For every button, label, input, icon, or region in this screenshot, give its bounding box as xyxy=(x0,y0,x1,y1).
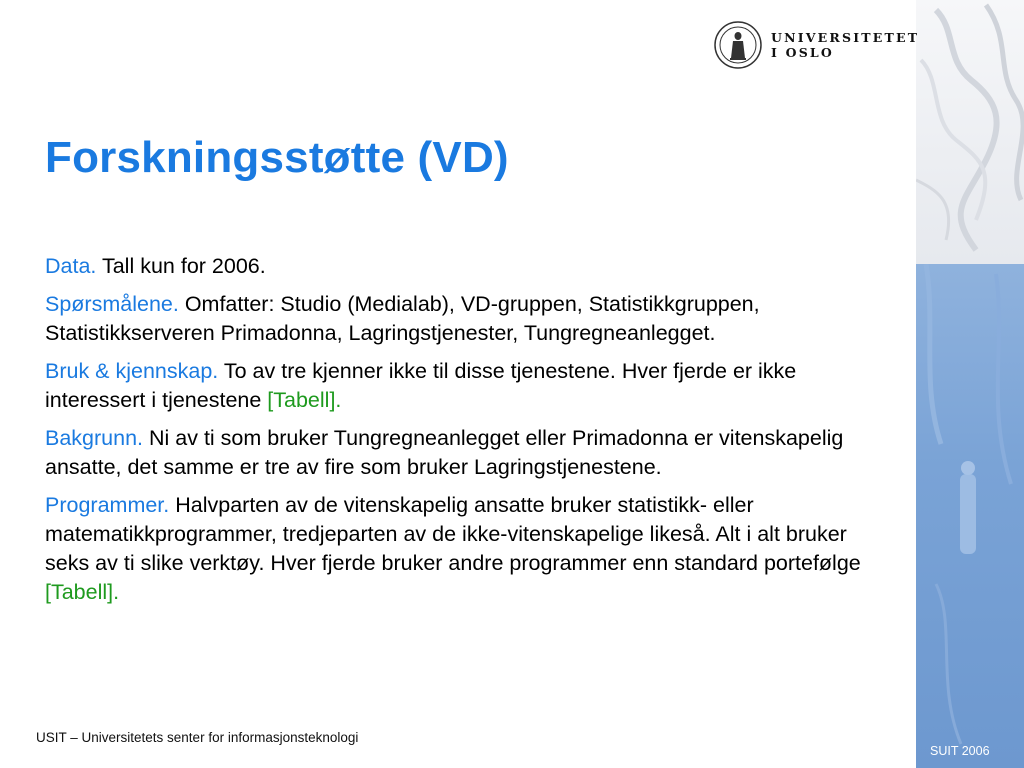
table-link[interactable]: [Tabell]. xyxy=(45,580,120,604)
logo-line-1: UNIVERSITETET xyxy=(771,30,920,45)
slide-title: Forskningsstøtte (VD) xyxy=(45,133,509,182)
paragraph-programs xyxy=(45,491,875,607)
paragraph-text: Ni av ti som bruker Tungregneanlegget eller Primadonna er vitenskapelig ansatte, det samme er tre av fire som bruker Lagringstjenestene. xyxy=(45,426,844,479)
decorative-statue-image-bottom xyxy=(916,264,1024,768)
paragraph-lead: Bakgrunn. xyxy=(45,426,144,450)
paragraph-lead: Bruk & kjennskap. xyxy=(45,359,219,383)
paragraph-usage xyxy=(45,357,875,415)
paragraph-lead: Data. xyxy=(45,254,97,278)
paragraph-text: To av tre kjenner ikke til disse tjenestene. Hver fjerde er ikke interessert i tjenestene xyxy=(45,359,797,412)
paragraph-text: Omfatter: Studio (Medialab), VD-gruppen, Statistikkgruppen, Statistikkserveren Primadonna, Lagringstjenester, Tungregneanlegget. xyxy=(45,292,760,345)
footer-organization: USIT – Universitetets senter for informasjonsteknologi xyxy=(36,730,359,745)
paragraph-background xyxy=(45,424,875,482)
paragraph-lead: Programmer. xyxy=(45,493,170,517)
paragraph-questions xyxy=(45,290,875,348)
table-link[interactable]: [Tabell]. xyxy=(267,388,342,412)
university-seal-icon xyxy=(713,20,763,70)
university-logo[interactable] xyxy=(713,20,919,70)
logo-line-2: I OSLO xyxy=(771,45,834,60)
paragraph-text: Halvparten av de vitenskapelig ansatte bruker statistikk- eller matematikkprogrammer, tredjeparten av de ikke-vitenskapelige likeså. Alt i alt bruker seks av ti slike verktøy. Hver fjerde bruker andre programmer enn standard portefølge xyxy=(45,493,861,575)
slide-body xyxy=(45,252,875,616)
footer-label: SUIT 2006 xyxy=(930,744,990,758)
decorative-statue-image-top xyxy=(916,0,1024,264)
paragraph-lead: Spørsmålene. xyxy=(45,292,179,316)
paragraph-data xyxy=(45,252,875,281)
paragraph-text: Tall kun for 2006. xyxy=(96,254,266,278)
